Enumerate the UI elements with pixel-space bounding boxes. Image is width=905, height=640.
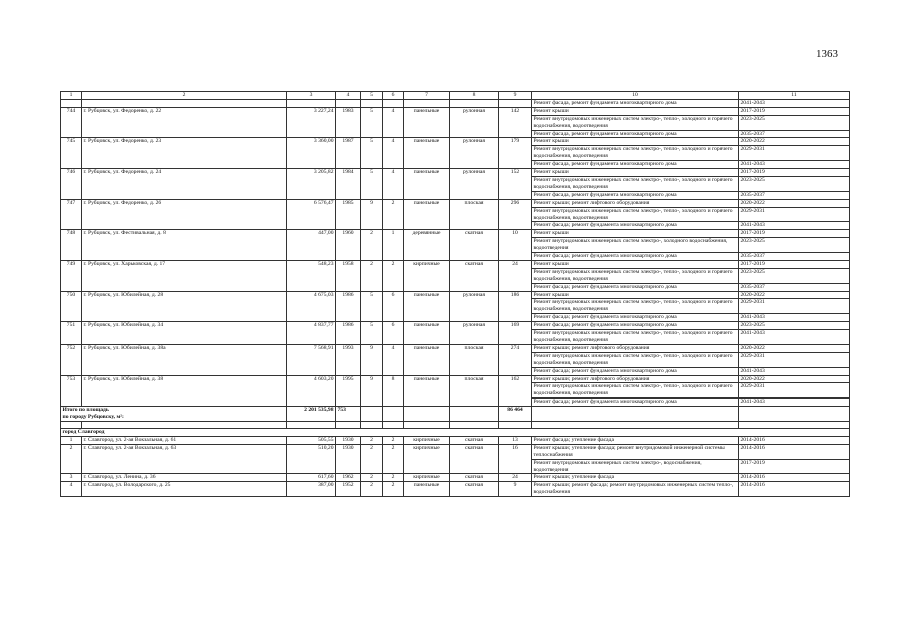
table-cell: 24 xyxy=(499,474,532,482)
table-cell: Ремонт фасада; ремонт фундамента многоквартирного дома xyxy=(532,283,739,291)
section-title: город Славгород xyxy=(61,428,850,436)
table-cell: 1 xyxy=(383,230,404,261)
table-cell: г. Рубцовск, ул. Федоренко, д. 23 xyxy=(82,138,287,169)
table-cell: рулонная xyxy=(450,107,499,138)
table-cell: г. Рубцовск, ул. Фестивальная, д. 8 xyxy=(82,230,287,261)
table-cell: 2035-2037 xyxy=(739,191,850,199)
table-cell: 2020-2022 xyxy=(739,375,850,383)
table-cell xyxy=(532,421,739,428)
table-cell: панельные xyxy=(404,138,450,169)
table-cell: 745 xyxy=(61,138,82,169)
table-cell xyxy=(450,421,499,428)
col-header: 5 xyxy=(361,92,383,100)
table-row xyxy=(61,199,850,207)
table-cell: 4 xyxy=(383,138,404,169)
table-cell: 5 xyxy=(361,138,383,169)
table-cell: 1986 xyxy=(336,322,361,345)
table-cell xyxy=(450,407,499,422)
table-cell: 5 xyxy=(361,169,383,200)
table-cell: Ремонт внутридомовых инженерных систем электро-, тепло-, холодного и горячего водоснабжения, водоотведения xyxy=(532,330,739,345)
table-cell: Ремонт крыши; утепление фасада; ремонт внутридомовой инженерной системы теплоснабжения xyxy=(532,444,739,459)
table-cell: плоская xyxy=(450,199,499,230)
table-cell: 2041-2043 xyxy=(739,314,850,322)
table-cell xyxy=(336,99,361,107)
table-cell: 9 xyxy=(361,344,383,375)
table-cell xyxy=(739,407,850,422)
total-label-line: Итого по площадь xyxy=(62,407,109,414)
table-cell: 2 xyxy=(383,436,404,444)
table-cell: 16 xyxy=(499,444,532,474)
table-cell: 1930 xyxy=(336,444,361,474)
table-cell: Ремонт крыши xyxy=(532,230,739,238)
table-cell: 2014-2016 xyxy=(739,482,850,497)
table-cell: Ремонт крыши xyxy=(532,107,739,115)
table-cell: 2 xyxy=(383,444,404,474)
table-cell: 2017-2019 xyxy=(739,230,850,238)
table-cell: 2017-2019 xyxy=(739,260,850,268)
table-cell xyxy=(336,421,361,428)
table-cell: 2 xyxy=(361,444,383,474)
table-cell: г. Славгород, ул. Ленина, д. 36 xyxy=(82,474,287,482)
spacer-row xyxy=(61,421,850,428)
col-header: 2 xyxy=(82,92,287,100)
table-cell xyxy=(361,99,383,107)
table-cell: 2041-2043 xyxy=(739,99,850,107)
table-cell: 2020-2022 xyxy=(739,138,850,146)
table-cell: панельные xyxy=(404,199,450,230)
table-cell: Ремонт крыши xyxy=(532,169,739,177)
table-cell: 2020-2022 xyxy=(739,344,850,352)
table-cell: 2020-2022 xyxy=(739,291,850,299)
table-cell: Ремонт фасада, ремонт фундамента многоквартирного дома xyxy=(532,130,739,138)
table-cell: Ремонт крыши; ремонт лифтового оборудования xyxy=(532,199,739,207)
table-cell: 548,23 xyxy=(287,260,336,291)
table-cell: г. Славгород, ул. Володарского, д. 25 xyxy=(82,482,287,497)
table-row xyxy=(61,260,850,268)
table-cell: Ремонт внутридомовых инженерных систем электро-, тепло-, холодного и горячего водоснабжения, водоотведения xyxy=(532,268,739,283)
table-cell: 4 675,03 xyxy=(287,291,336,322)
column-number-row xyxy=(61,92,850,100)
table-cell: 1930 xyxy=(336,436,361,444)
table-row xyxy=(61,344,850,352)
page-number: 1363 xyxy=(816,48,838,60)
table-cell: Ремонт внутридомовых инженерных систем электро-, тепло-, холодного и горячего водоснабжения, водоотведения xyxy=(532,207,739,222)
table-cell: 1986 xyxy=(336,291,361,322)
table-cell: 152 xyxy=(499,169,532,200)
table-cell: 9 xyxy=(499,482,532,497)
table-cell: 2017-2019 xyxy=(739,459,850,474)
table-cell: 1984 xyxy=(336,169,361,200)
table-cell: Ремонт фасада; ремонт фундамента многоквартирного дома xyxy=(532,367,739,375)
table-cell: 387,00 xyxy=(287,482,336,497)
col-header: 7 xyxy=(404,92,450,100)
table-cell: Ремонт внутридомовых инженерных систем электро-, тепло-, холодного и горячего водоснабжения, водоотведения xyxy=(532,352,739,367)
table-cell: 505,55 xyxy=(287,436,336,444)
table-cell: панельные xyxy=(404,169,450,200)
table-cell: 2 xyxy=(361,474,383,482)
table-cell: г. Славгород, ул. 2-ая Вокзальная, д. 63 xyxy=(82,444,287,474)
table-cell: 2035-2037 xyxy=(739,253,850,261)
table-cell: 749 xyxy=(61,260,82,291)
table-cell: 5 xyxy=(361,322,383,345)
table-cell: 10 xyxy=(499,230,532,261)
table-cell: 86 464 xyxy=(499,407,532,422)
table-cell: Ремонт фасада; ремонт фундамента многоквартирного дома xyxy=(532,314,739,322)
table-cell: 1985 xyxy=(336,199,361,230)
table-cell xyxy=(287,421,336,428)
col-header: 1 xyxy=(61,92,82,100)
table-cell: 8 xyxy=(383,375,404,407)
table-cell: Ремонт внутридомовых инженерных систем электро-, тепло-, холодного и горячего водоснабжения, водоотведения xyxy=(532,115,739,130)
table-row xyxy=(61,230,850,238)
col-header: 9 xyxy=(499,92,532,100)
table-cell: панельные xyxy=(404,107,450,138)
table-cell xyxy=(82,99,287,107)
table-cell: Ремонт внутридомовых инженерных систем электро-, тепло-, холодного и горячего водоснабжения, водоотведения xyxy=(532,176,739,191)
table-cell: Ремонт крыши xyxy=(532,260,739,268)
table-cell: Ремонт фасада; ремонт фундамента многоквартирного дома xyxy=(532,222,739,230)
table-cell: кирпичные xyxy=(404,474,450,482)
table-cell: панельные xyxy=(404,375,450,407)
table-cell: 1 xyxy=(61,436,82,444)
table-cell: 2020-2022 xyxy=(739,199,850,207)
table-cell: 2023-2025 xyxy=(739,238,850,253)
table-cell: 1962 xyxy=(336,474,361,482)
table-cell: 750 xyxy=(61,291,82,322)
table-row xyxy=(61,322,850,330)
table-cell: 753 xyxy=(336,407,361,422)
table-cell: рулонная xyxy=(450,322,499,345)
table-cell: 2 xyxy=(383,474,404,482)
table-row xyxy=(61,482,850,497)
total-row xyxy=(61,407,850,422)
table-cell: 186 xyxy=(499,291,532,322)
table-cell: 2041-2043 xyxy=(739,367,850,375)
table-cell: 9 xyxy=(361,199,383,230)
table-cell: 2023-2025 xyxy=(739,268,850,283)
table-cell xyxy=(61,99,82,107)
table-cell: г. Славгород, ул. 2-ая Вокзальная, д. 61 xyxy=(82,436,287,444)
table-cell: Ремонт внутридомовых инженерных систем электро-, тепло-, холодного и горячего водоснабжения, водоотведения xyxy=(532,146,739,161)
table-cell: 4 xyxy=(383,107,404,138)
table-cell: 2023-2025 xyxy=(739,115,850,130)
col-header: 11 xyxy=(739,92,850,100)
table-cell xyxy=(287,99,336,107)
table-cell: 2 xyxy=(361,230,383,261)
table-cell: Ремонт фасада; утепление фасада xyxy=(532,436,739,444)
table-cell: 169 xyxy=(499,322,532,345)
total-label xyxy=(61,407,287,422)
table-cell: скатная xyxy=(450,230,499,261)
table-cell: Ремонт крыши; ремонт лифтового оборудования xyxy=(532,375,739,383)
table-cell: 3 227,24 xyxy=(287,107,336,138)
table-cell: 510,20 xyxy=(287,444,336,474)
table-cell: г. Рубцовск, ул. Федоренко, д. 24 xyxy=(82,169,287,200)
table-cell: 6 576,47 xyxy=(287,199,336,230)
table-cell: скатная xyxy=(450,482,499,497)
table-cell: 2029-2031 xyxy=(739,383,850,398)
table-cell: кирпичные xyxy=(404,444,450,474)
table-cell: 2 xyxy=(383,199,404,230)
table-cell: 3 xyxy=(61,474,82,482)
table-cell: 1952 xyxy=(336,482,361,497)
table-row xyxy=(61,375,850,383)
table-cell: Ремонт внутридомовых инженерных систем электро-, тепло-, холодного и горячего водоснабжения, водоотведения xyxy=(532,383,739,398)
table-cell: панельные xyxy=(404,482,450,497)
table-cell xyxy=(499,99,532,107)
table-cell: 2041-2043 xyxy=(739,222,850,230)
table-cell xyxy=(739,421,850,428)
table-cell: 5 xyxy=(361,107,383,138)
table-cell xyxy=(383,407,404,422)
table-cell: 142 xyxy=(499,107,532,138)
table-row xyxy=(61,99,850,107)
table-cell: 4 837,77 xyxy=(287,322,336,345)
table-cell: 2017-2019 xyxy=(739,107,850,115)
table-cell: скатная xyxy=(450,436,499,444)
table-cell: 179 xyxy=(499,138,532,169)
table-cell xyxy=(61,421,82,428)
table-cell xyxy=(404,421,450,428)
table-cell: 2 xyxy=(383,482,404,497)
table-cell xyxy=(383,421,404,428)
table-cell: 1987 xyxy=(336,138,361,169)
table-cell xyxy=(361,421,383,428)
table-cell: Ремонт крыши; ремонт лифтового оборудования xyxy=(532,344,739,352)
table-cell: 753 xyxy=(61,375,82,407)
table-cell: 2 xyxy=(61,444,82,474)
table-cell xyxy=(532,407,739,422)
table-cell xyxy=(450,99,499,107)
table-cell: 751 xyxy=(61,322,82,345)
table-cell: рулонная xyxy=(450,169,499,200)
table-cell: скатная xyxy=(450,444,499,474)
table-cell: 746 xyxy=(61,169,82,200)
table-cell: 2035-2037 xyxy=(739,283,850,291)
table-cell: 447,00 xyxy=(287,230,336,261)
table-cell: панельные xyxy=(404,344,450,375)
table-cell: 4 xyxy=(383,169,404,200)
table-cell: 747 xyxy=(61,199,82,230)
table-cell: 5 xyxy=(361,291,383,322)
table-cell: 7 568,91 xyxy=(287,344,336,375)
table-cell: Ремонт фасада, ремонт фундамента многоквартирного дома xyxy=(532,191,739,199)
table-cell: Ремонт внутридомовых инженерных систем электро-, водоснабжения, водоотведения xyxy=(532,459,739,474)
table-cell: 2035-2037 xyxy=(739,130,850,138)
table-cell: Ремонт фасада, ремонт фундамента многоквартирного дома xyxy=(532,99,739,107)
table-cell xyxy=(383,99,404,107)
table-cell: панельные xyxy=(404,322,450,345)
table-cell: 748 xyxy=(61,230,82,261)
table-cell: 2014-2016 xyxy=(739,444,850,459)
table-cell: 3 360,00 xyxy=(287,138,336,169)
table-cell: 9 xyxy=(361,375,383,407)
table-cell: 2029-2031 xyxy=(739,207,850,222)
table-row xyxy=(61,169,850,177)
table-cell: 2 xyxy=(361,482,383,497)
table-cell: г. Рубцовск, ул. Юбилейная, д. 34 xyxy=(82,322,287,345)
table-cell: Ремонт фасада; ремонт фундамента многоквартирного дома xyxy=(532,322,739,330)
table-row xyxy=(61,138,850,146)
total-label-line: по городу Рубцовску, м²: xyxy=(62,414,124,421)
table-cell: 2014-2016 xyxy=(739,436,850,444)
col-header: 10 xyxy=(532,92,739,100)
col-header: 8 xyxy=(450,92,499,100)
table-cell: 2017-2019 xyxy=(739,169,850,177)
table-cell: 2023-2025 xyxy=(739,176,850,191)
table-cell: 3 205,82 xyxy=(287,169,336,200)
table-cell: плоская xyxy=(450,375,499,407)
table-cell: Ремонт фасада; ремонт фундамента многоквартирного дома xyxy=(532,253,739,261)
table-cell: 2029-2031 xyxy=(739,352,850,367)
table-row xyxy=(61,436,850,444)
table-cell: 13 xyxy=(499,436,532,444)
table-cell: 2014-2016 xyxy=(739,474,850,482)
table-cell: 744 xyxy=(61,107,82,138)
table-cell xyxy=(404,407,450,422)
col-header: 4 xyxy=(336,92,361,100)
table-cell: Ремонт крыши; утепление фасада xyxy=(532,474,739,482)
table-cell: 162 xyxy=(499,375,532,407)
table-cell: 274 xyxy=(499,344,532,375)
table-cell: 1995 xyxy=(336,375,361,407)
table-cell: 2023-2025 xyxy=(739,322,850,330)
table-cell: плоская xyxy=(450,344,499,375)
table-body xyxy=(61,92,850,497)
table-cell: 617,60 xyxy=(287,474,336,482)
table-cell: Ремонт крыши xyxy=(532,291,739,299)
table-cell: Ремонт крыши xyxy=(532,138,739,146)
table-cell: 752 xyxy=(61,344,82,375)
table-cell: 4 xyxy=(383,344,404,375)
table-cell: рулонная xyxy=(450,138,499,169)
col-header: 6 xyxy=(383,92,404,100)
table-cell xyxy=(82,421,287,428)
table-cell: 6 xyxy=(383,291,404,322)
table-cell: Ремонт фасада, ремонт фундамента многоквартирного дома xyxy=(532,161,739,169)
table-cell: 2 201 535,98 xyxy=(287,407,336,422)
table-cell: 1983 xyxy=(336,107,361,138)
table-cell: деревянные xyxy=(404,230,450,261)
table-cell: 4 603,20 xyxy=(287,375,336,407)
table-cell: кирпичные xyxy=(404,436,450,444)
table-cell: г. Рубцовск, ул. Юбилейная, д. 38 xyxy=(82,375,287,407)
table-row xyxy=(61,291,850,299)
table-cell: г. Рубцовск, ул. Юбилейная, д. 28 xyxy=(82,291,287,322)
table-cell: 296 xyxy=(499,199,532,230)
section-title-row xyxy=(61,428,850,436)
table-cell: 24 xyxy=(499,260,532,291)
table-cell: скатная xyxy=(450,260,499,291)
table-cell: 2041-2043 xyxy=(739,399,850,407)
table-cell xyxy=(361,407,383,422)
capital-repair-table xyxy=(60,91,850,497)
table-cell: 2041-2043 xyxy=(739,330,850,345)
table-cell: 2029-2031 xyxy=(739,299,850,314)
table-cell: г. Рубцовск, ул. Федоренко, д. 22 xyxy=(82,107,287,138)
table-cell: 2 xyxy=(361,436,383,444)
col-header: 3 xyxy=(287,92,336,100)
table-cell: Ремонт фасада; ремонт фундамента многоквартирного дома xyxy=(532,399,739,407)
table-cell: 4 xyxy=(61,482,82,497)
table-cell: Ремонт крыши; ремонт фасада; ремонт внутридомовых инженерных систем тепло-, водоснабжения xyxy=(532,482,739,497)
table-cell: 2029-2031 xyxy=(739,146,850,161)
table-cell: 6 xyxy=(383,322,404,345)
table-cell: Ремонт внутридомовых инженерных систем электро-, холодного водоснабжения, водоотведения xyxy=(532,238,739,253)
table-cell: 1960 xyxy=(336,230,361,261)
table-cell: кирпичные xyxy=(404,260,450,291)
table-cell: 1993 xyxy=(336,344,361,375)
table-cell: 2 xyxy=(361,260,383,291)
table-cell: скатная xyxy=(450,474,499,482)
table-cell: 2041-2043 xyxy=(739,161,850,169)
table-cell: 2 xyxy=(383,260,404,291)
table-cell: г. Рубцовск, ул. Харьковская, д. 17 xyxy=(82,260,287,291)
table-row xyxy=(61,444,850,459)
table-cell: г. Рубцовск, ул. Федоренко, д. 26 xyxy=(82,199,287,230)
table-cell: г. Рубцовск, ул. Юбилейная, д. 38а xyxy=(82,344,287,375)
table-cell xyxy=(499,421,532,428)
table-row xyxy=(61,474,850,482)
table-row xyxy=(61,107,850,115)
table-cell: 1958 xyxy=(336,260,361,291)
table-cell xyxy=(404,99,450,107)
table-cell: Ремонт внутридомовых инженерных систем электро-, тепло-, холодного и горячего водоснабжения, водоотведения xyxy=(532,299,739,314)
table-cell: рулонная xyxy=(450,291,499,322)
table-cell: панельные xyxy=(404,291,450,322)
